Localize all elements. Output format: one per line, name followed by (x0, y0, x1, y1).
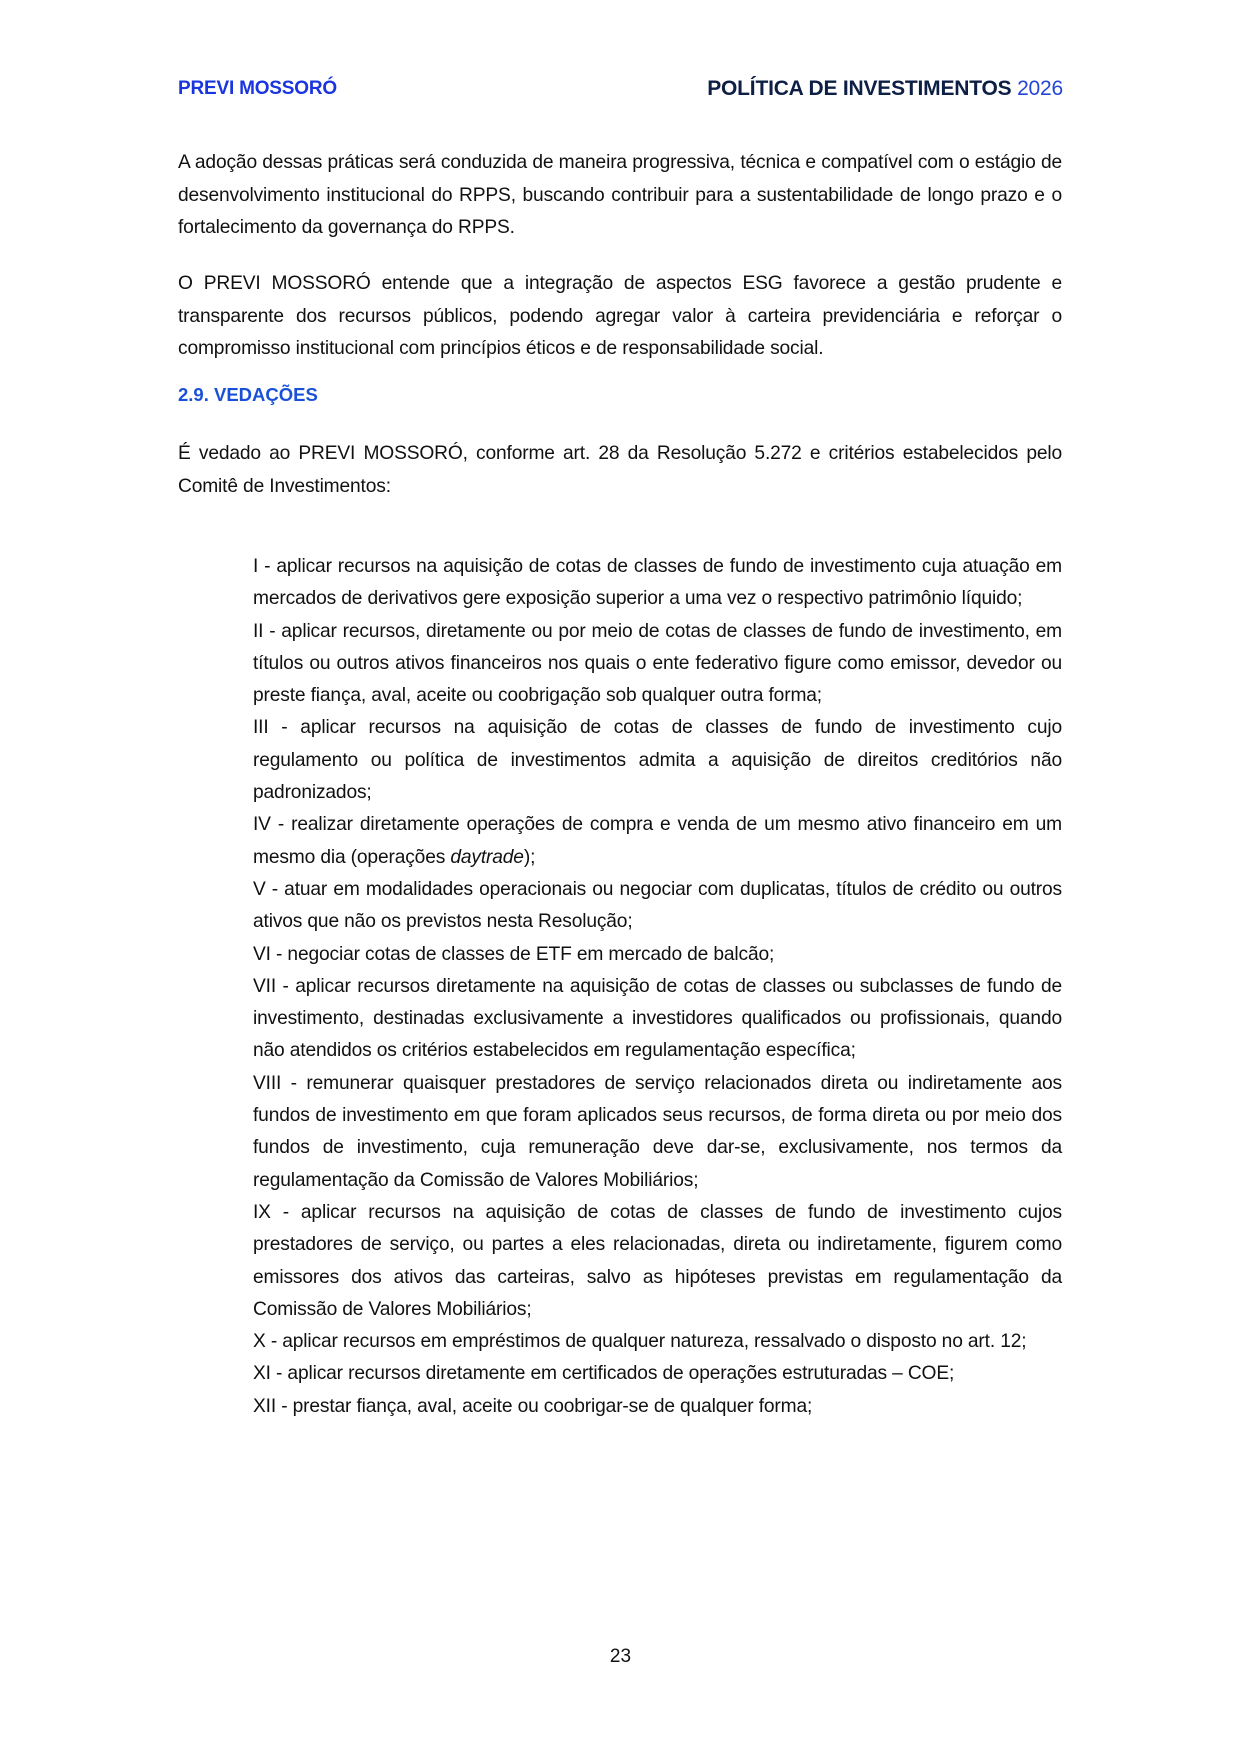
list-item-vi: VI - negociar cotas de classes de ETF em mercado de balcão; (253, 943, 775, 965)
prohibitions-list (253, 551, 1062, 1423)
page-number: 23 (609, 1646, 632, 1667)
header-organization: PREVI MOSSORÓ (178, 78, 337, 99)
list-item-i: I - aplicar recursos na aquisição de cotas de classes de fundo de investimento cuja atuação em mercados de derivativos gere exposição superior a uma vez o respectivo patrimônio líquido; (253, 556, 1062, 610)
header-year: 2026 (1017, 77, 1063, 100)
list-item-viii: VIII - remunerar quaisquer prestadores de serviço relacionados direta ou indiretamente aos fundos de investimento em que foram aplicados seus recursos, de forma direta ou por meio dos fundos de investimento, cuja remuneração deve dar-se, exclusivamente, nos termos da regulamentação da Comissão de Valores Mobiliários; (253, 1072, 1062, 1191)
header-document-title (707, 77, 1063, 101)
section-title-vedacoes: 2.9. VEDAÇÕES (178, 384, 318, 405)
list-item-ix: IX - aplicar recursos na aquisição de cotas de classes de fundo de investimento cujos prestadores de serviço, ou partes a eles relacionadas, direta ou indiretamente, figurem como emissores dos ativos das carteiras, salvo as hipóteses previstas em regulamentação da Comissão de Valores Mobiliários; (253, 1201, 1062, 1320)
list-item-iv-end: ); (523, 846, 536, 868)
list-item-vii: VII - aplicar recursos diretamente na aquisição de cotas de classes ou subclasses de fundo de investimento, destinadas exclusivamente a investidores qualificados ou profissionais, quando não atendidos os critérios estabelecidos em regulamentação específica; (253, 975, 1062, 1062)
list-item-v: V - atuar em modalidades operacionais ou negociar com duplicatas, títulos de crédito ou outros ativos que não os previstos nesta Resolução; (253, 878, 1062, 933)
paragraph-esg-adoption: A adoção dessas práticas será conduzida de maneira progressiva, técnica e compatível com o estágio de desenvolvimento institucional do RPPS, buscando contribuir para a sustentabilidade de longo prazo e o fortalecimento da governança do RPPS. (178, 152, 1062, 238)
list-item-ii: II - aplicar recursos, diretamente ou por meio de cotas de classes de fundo de investimento, em títulos ou outros ativos financeiros nos quais o ente federativo figure como emissor, devedor ou preste fiança, aval, aceite ou coobrigação sob qualquer outra forma; (253, 620, 1062, 707)
list-item-xi: XI - aplicar recursos diretamente em certificados de operações estruturadas – COE; (253, 1363, 955, 1385)
list-item-iv (253, 809, 1062, 874)
list-item-xii: XII - prestar fiança, aval, aceite ou coobrigar-se de qualquer forma; (253, 1395, 813, 1417)
paragraph-esg-integration: O PREVI MOSSORÓ entende que a integração de aspectos ESG favorece a gestão prudente e transparente dos recursos públicos, podendo agregar valor à carteira previdenciária e reforçar o compromisso institucional com princípios éticos e de responsabilidade social. (178, 273, 1062, 359)
list-item-iii: III - aplicar recursos na aquisição de cotas de classes de fundo de investimento cujo regulamento ou política de investimentos admita a aquisição de direitos creditórios não padronizados; (253, 717, 1062, 804)
header-title-text: POLÍTICA DE INVESTIMENTOS (707, 77, 1012, 100)
list-item-iv-text: IV - realizar diretamente operações de compra e venda de um mesmo ativo financeiro em um mesmo dia (operações (253, 814, 1062, 868)
list-item-x: X - aplicar recursos em empréstimos de qualquer natureza, ressalvado o disposto no art. 12; (253, 1331, 1027, 1353)
section-intro: É vedado ao PREVI MOSSORÓ, conforme art. 28 da Resolução 5.272 e critérios estabelecidos pelo Comitê de Investimentos: (178, 443, 1062, 497)
list-item-iv-italic: daytrade (450, 846, 524, 868)
